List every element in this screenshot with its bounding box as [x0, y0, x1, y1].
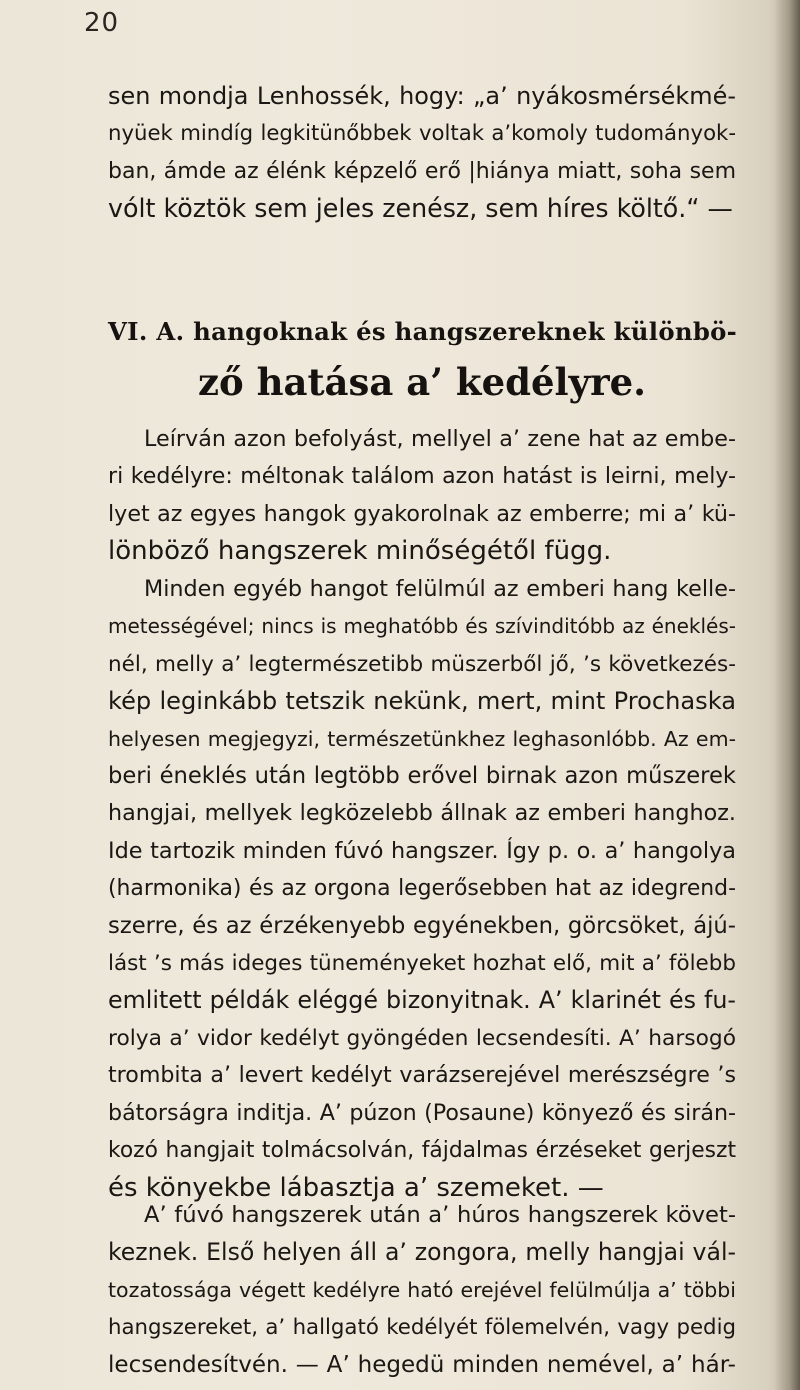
section-heading-line-2: ző hatása a’ kedélyre.	[198, 360, 646, 404]
section-heading-line-1: VI. A. hangoknak és hangszereknek különbö-	[108, 317, 738, 346]
text-line: sen mondja Lenhossék, hogy: „a’ nyákosmérsékmé-	[108, 82, 736, 110]
text-line: (harmonika) és az orgona legerősebben hat az idegrend-	[108, 876, 736, 902]
text-line: metességével; nincs is meghatóbb és szívinditóbb az éneklés-	[108, 614, 736, 639]
text-line: hangjai, mellyek legközelebb állnak az emberi hanghoz.	[108, 800, 736, 827]
text-line: ban, ámde az élénk képzelő erő |hiánya miatt, soha sem	[108, 158, 736, 184]
paragraph-2	[108, 571, 736, 1207]
text-line: rolya a’ vidor kedélyt gyöngéden lecsendesíti. A’ harsogó	[108, 1025, 736, 1051]
text-line: lyet az egyes hangok gyakorolnak az emberre; mi a’ kü-	[108, 500, 736, 527]
text-line: nél, melly a’ legtermészetibb müszerből jő, ’s következés-	[108, 651, 736, 677]
text-line: bátorságra inditja. A’ púzon (Posaune) könyező és sirán-	[108, 1099, 736, 1126]
text-line: helyesen megjegyzi, természetünkhez leghasonlóbb. Az em-	[108, 726, 736, 751]
paragraph-1	[108, 421, 736, 571]
text-line: beri éneklés után legtöbb erővel birnak azon műszerek	[108, 763, 736, 790]
text-line: lást ’s más ideges tüneményeket hozhat elő, mit a’ fölebb	[108, 951, 736, 977]
text-line: A’ fúvó hangszerek után a’ húros hangszerek követ-	[144, 1202, 736, 1228]
text-line: tozatossága végett kedélyre ható erejével felülmúlja a’ többi	[108, 1277, 736, 1302]
paragraph-3	[108, 1197, 736, 1384]
text-line: kozó hangjait tolmácsolván, fájdalmas érzéseket gerjeszt	[108, 1138, 736, 1164]
text-line: lecsendesítvén. — A’ hegedü minden nemével, a’ hár-	[108, 1351, 736, 1378]
text-line: keznek. Első helyen áll a’ zongora, melly hangjai vál-	[108, 1238, 736, 1267]
text-line: hangszereket, a’ hallgató kedélyét fölemelvén, vagy pedig	[108, 1315, 736, 1341]
text-line: trombita a’ levert kedélyt varázserejével merészségre ’s	[108, 1062, 736, 1089]
text-line: és könyekbe lábasztja a’ szemeket. —	[108, 1172, 604, 1203]
intro-paragraph	[108, 78, 736, 228]
text-line: vólt köztök sem jeles zenész, sem híres költő.“ —	[108, 193, 733, 224]
text-line: ri kedélyre: méltonak találom azon hatást is leirni, mely-	[108, 463, 736, 490]
text-line: lönböző hangszerek minőségétől függ.	[108, 536, 612, 567]
text-line: Leírván azon befolyást, mellyel a’ zene hat az embe-	[144, 426, 736, 452]
text-line: kép leginkább tetszik nekünk, mert, mint Prochaska	[108, 687, 736, 716]
text-line: Ide tartozik minden fúvó hangszer. Így p. o. a’ hangolya	[108, 837, 736, 864]
text-line: emlitett példák eléggé bizonyitnak. A’ klarinét és fu-	[108, 986, 736, 1015]
section-heading	[108, 306, 736, 408]
text-line: nyüek mindíg legkitünőbbek voltak a’komoly tudományok-	[108, 121, 736, 147]
text-line: szerre, és az érzékenyebb egyénekben, görcsöket, ájú-	[108, 912, 736, 939]
text-line: Minden egyéb hangot felülmúl az emberi hang kelle-	[144, 576, 736, 602]
page-number: 20	[84, 8, 120, 38]
page-edge-shadow	[774, 0, 800, 1390]
